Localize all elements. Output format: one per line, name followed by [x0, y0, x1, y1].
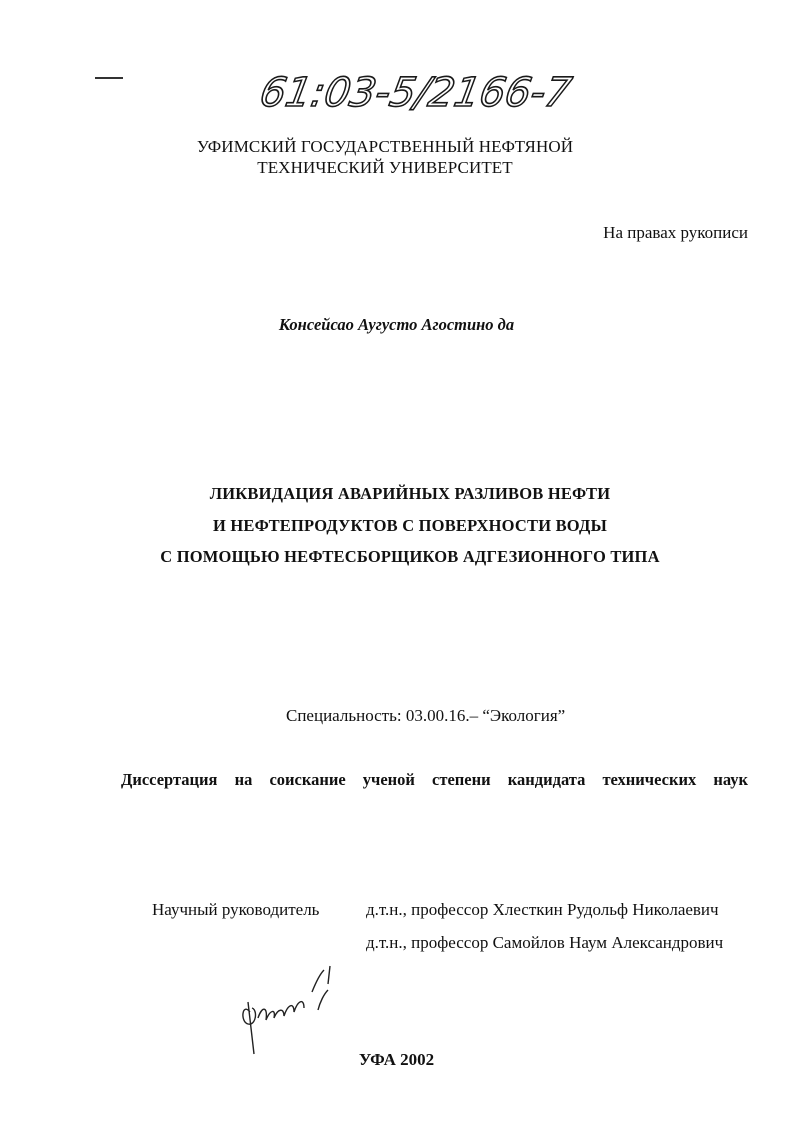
margin-dash [95, 77, 123, 79]
title-line-3: С ПОМОЩЬЮ НЕФТЕСБОРЩИКОВ АДГЕЗИОННОГО ТИПА [160, 547, 660, 566]
archive-code-text: 61:03-5/2166-7 [256, 69, 575, 116]
handwritten-signature [232, 962, 347, 1057]
title-line-1: ЛИКВИДАЦИЯ АВАРИЙНЫХ РАЗЛИВОВ НЕФТИ [209, 484, 611, 503]
author-name: Консейсао Аугусто Агостино да [278, 315, 515, 334]
supervisor-label: Научный руководитель [152, 900, 320, 919]
supervisor-second: д.т.н., профессор Самойлов Наум Александрович [366, 933, 724, 952]
manuscript-rights: На правах рукописи [603, 223, 748, 242]
title-line-2: И НЕФТЕПРОДУКТОВ С ПОВЕРХНОСТИ ВОДЫ [213, 515, 607, 535]
specialty: Специальность: 03.00.16.– “Экология” [286, 706, 566, 725]
signature-drawing [232, 962, 347, 1057]
archive-code-drawing [256, 62, 575, 124]
university-line-1: УФИМСКИЙ ГОСУДАРСТВЕННЫЙ НЕФТЯНОЙ [196, 137, 574, 156]
dissertation-title [120, 478, 700, 573]
university-name [180, 136, 590, 178]
supervisor-first: д.т.н., профессор Хлесткин Рудольф Николаевич [366, 900, 719, 919]
handwritten-archive-code [256, 62, 575, 124]
university-line-2: ТЕХНИЧЕСКИЙ УНИВЕРСИТЕТ [257, 158, 513, 177]
city-year: УФА 2002 [358, 1050, 435, 1069]
dissertation-statement: Диссертация на соискание ученой степени кандидата технических наук [121, 770, 748, 789]
